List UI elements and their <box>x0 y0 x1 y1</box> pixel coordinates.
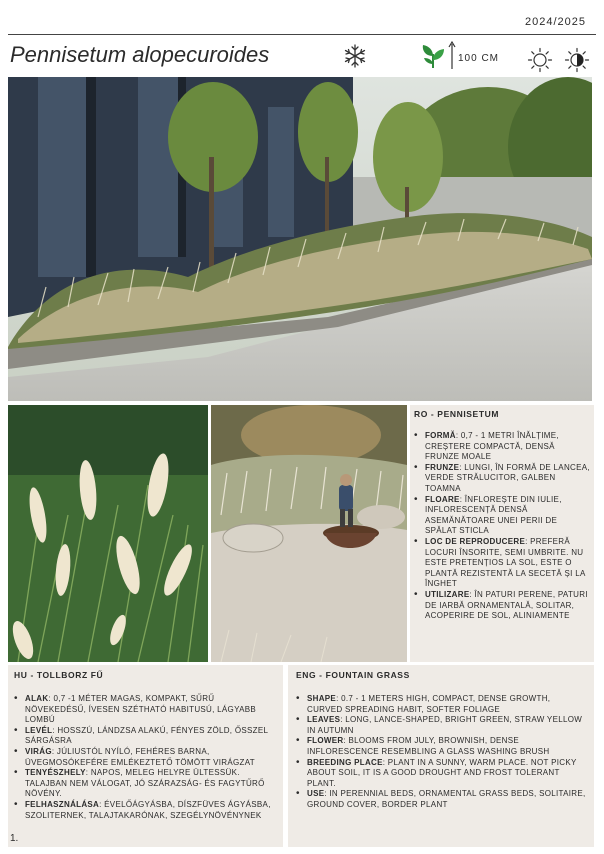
list-item <box>14 800 275 821</box>
en-description-panel <box>288 665 594 847</box>
item-term: LOC DE REPRODUCERE <box>425 536 526 546</box>
item-text: : 0,7 - 1 METRI ÎNĂLȚIME, CREȘTERE COMPACTĂ, DENSĂ FRUNZE MOALE <box>425 431 559 462</box>
item-term: FRUNZE <box>425 462 460 472</box>
height-label: 100 CM <box>458 53 500 64</box>
en-list <box>296 694 586 811</box>
plant-icon <box>419 42 447 70</box>
item-text: : IN PERENNIAL BEDS, ORNAMENTAL GRASS BEDS, SOLITAIRE, GROUND COVER, BORDER PLANT <box>307 789 586 809</box>
hu-list <box>14 694 275 821</box>
item-term: LEVÉL <box>25 725 53 735</box>
hu-heading: HU - TOLLBORZ FŰ <box>14 670 104 680</box>
list-item <box>14 747 275 768</box>
ro-heading: RO - PENNISETUM <box>414 409 500 419</box>
item-term: FELHASZNÁLÁSA <box>25 799 100 809</box>
height-arrow-icon <box>447 40 457 70</box>
en-heading: ENG - FOUNTAIN GRASS <box>296 670 410 680</box>
list-item <box>296 736 586 757</box>
snowflake-icon <box>342 43 368 69</box>
list-item <box>414 495 590 537</box>
header-divider <box>8 34 596 35</box>
item-text: : JÚLIUSTÓL NYÍLÓ, FEHÉRES BARNA, ÜVEGMOSÓKEFÉRE EMLÉKEZTETŐ TÖMÖTT VIRÁGZAT <box>25 746 255 767</box>
half-shade-icon <box>564 47 590 73</box>
ro-list <box>414 431 590 622</box>
item-term: SHAPE <box>307 694 337 703</box>
list-item <box>414 537 590 590</box>
item-term: TENYÉSZHELY <box>25 768 86 778</box>
page-number: 1. <box>10 833 19 844</box>
list-item <box>414 431 590 463</box>
child-garden-photo <box>211 405 407 662</box>
item-text: : ÎN PATURI PERENE, PATURI DE IARBĂ ORNAMENTALĂ, SOLITAR, ACOPERIRE DE SOL, ALINIAMENTE <box>425 589 588 621</box>
item-text: : ÉVELŐÁGYÁSBA, DÍSZFÜVES ÁGYÁSBA, SZOLITERNEK, TALAJTAKARÓNAK, SZEGÉLYNÖVÉNYNEK <box>25 799 271 820</box>
item-text: : PLANT IN A SUNNY, WARM PLACE. NOT PICKY ABOUT SOIL, IT IS A GOOD DROUGHT AND FROST TOLERANT PLANT. <box>307 757 577 788</box>
item-text: : NAPOS, MELEG HELYRE ÜLTESSÜK. TALAJBAN NEM VÁLOGAT, JÓ SZÁRAZSÁG- ÉS FAGYTŰRŐ NÖVÉNY. <box>25 768 265 799</box>
item-text: : BLOOMS FROM JULY, BROWNISH, DENSE INFLORESCENCE RESEMBLING A GLASS WASHING BRUSH <box>307 736 550 756</box>
main-garden-photo <box>8 77 592 401</box>
item-term: FLOWER <box>307 736 344 746</box>
year-label: 2024/2025 <box>525 16 586 28</box>
list-item <box>14 768 275 800</box>
item-term: FORMĂ <box>425 431 456 440</box>
list-item <box>296 715 586 736</box>
item-text: : LONG, LANCE-SHAPED, BRIGHT GREEN, STRAW YELLOW IN AUTUMN <box>307 715 583 735</box>
item-term: USE <box>307 789 325 799</box>
list-item <box>414 463 590 495</box>
item-term: BREEDING PLACE <box>307 757 383 767</box>
list-item <box>14 694 275 726</box>
sun-icon <box>527 47 553 73</box>
item-text: : LUNGI, ÎN FORMĂ DE LANCEA, VERDE STRĂLUCITOR, GALBEN TOAMNA <box>425 462 590 493</box>
item-term: LEAVES <box>307 715 341 725</box>
flower-closeup-photo <box>8 405 208 662</box>
item-term: ALAK <box>25 694 49 703</box>
list-item <box>296 789 586 810</box>
list-item <box>296 758 586 790</box>
item-term: VIRÁG <box>25 746 52 756</box>
page-title: Pennisetum alopecuroides <box>10 42 270 67</box>
item-text: : 0,7 -1 MÉTER MAGAS, KOMPAKT, SŰRŰ NÖVEKEDÉSŰ, ÍVESEN SZÉTHATÓ HABITUSÚ, LÁGYABB LOMBÚ <box>25 694 257 725</box>
hu-description-panel <box>8 665 283 847</box>
item-text: : HOSSZÚ, LÁNDZSA ALAKÚ, FÉNYES ZÖLD, ŐSSZEL SÁRGÁSRA <box>25 725 268 746</box>
ro-description-panel <box>410 405 594 662</box>
item-term: UTILIZARE <box>425 589 470 599</box>
item-text: : ÎNFLOREȘTE DIN IULIE, INFLORESCENȚĂ DENSĂ ASEMĂNĂTOARE UNEI PERII DE SPĂLAT STICLA <box>425 494 562 536</box>
item-text: : PREFERĂ LOCURI ÎNSORITE, SEMI UMBRITE. NU ESTE PRETENȚIOS LA SOL, ESTE O PLANTĂ REZISTENTĂ LA SECETĂ ȘI LA ÎNGHET <box>425 536 586 589</box>
list-item <box>296 694 586 715</box>
list-item <box>414 590 590 622</box>
item-text: : 0.7 - 1 METERS HIGH, COMPACT, DENSE GROWTH, CURVED SPREADING HABIT, SOFTER FOLIAGE <box>307 694 551 714</box>
item-term: FLOARE <box>425 494 460 504</box>
list-item <box>14 726 275 747</box>
